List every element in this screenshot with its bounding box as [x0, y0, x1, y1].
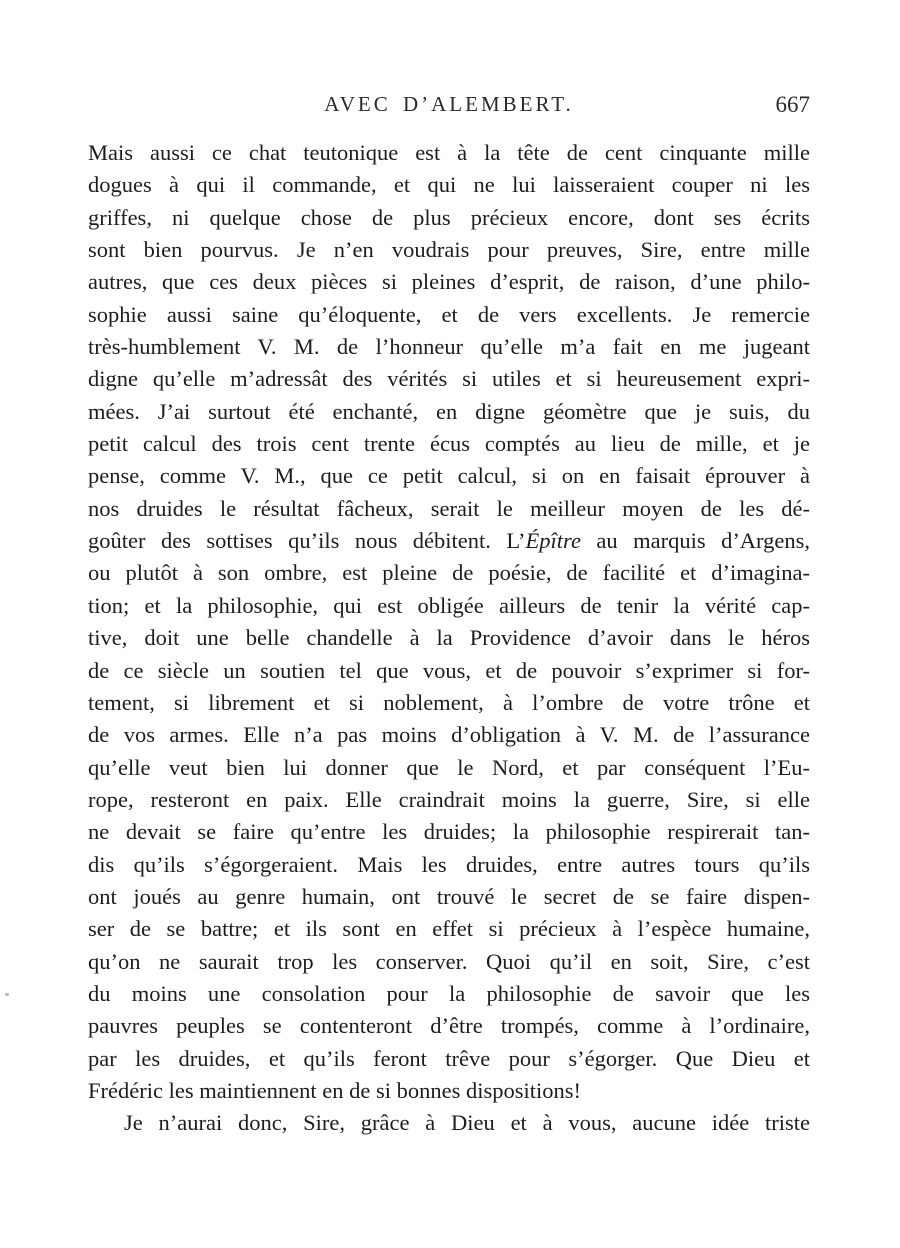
text-line-14: ou plutôt à son ombre, est pleine de poésie, de facilité et d’imagina- — [88, 560, 810, 586]
text-line-26: qu’on ne saurait trop les conserver. Quoi qu’il en soit, Sire, c’est — [88, 948, 810, 974]
epitre-title: Épître — [525, 528, 581, 554]
text-line-21: rope, resteront en paix. Elle craindrait moins la guerre, Sire, si elle — [88, 786, 810, 812]
body-text — [88, 137, 810, 1140]
text-line-29: par les druides, et qu’ils feront trêve pour s’égorger. Que Dieu et — [88, 1045, 810, 1071]
text-line-5: autres, que ces deux pièces si pleines d’esprit, de raison, d’une philo- — [88, 269, 810, 295]
page-number: 667 — [775, 92, 810, 117]
text-line-13-before: goûter des sottises qu’ils nous débitent. L’ — [88, 528, 526, 554]
text-line-23: dis qu’ils s’égorgeraient. Mais les druides, entre autres tours qu’ils — [88, 851, 810, 877]
text-line-12: nos druides le résultat fâcheux, serait le meilleur moyen de les dé- — [88, 495, 810, 521]
text-line-10: petit calcul des trois cent trente écus comptés au lieu de mille, et je — [88, 431, 810, 457]
text-line-9: mées. J’ai surtout été enchanté, en digne géomètre que je suis, du — [88, 398, 810, 424]
text-line-3: griffes, ni quelque chose de plus précieux encore, dont ses écrits — [88, 204, 810, 230]
text-line-8: digne qu’elle m’adressât des vérités si utiles et si heureusement expri- — [88, 366, 810, 392]
text-line-1: Mais aussi ce chat teutonique est à la tête de cent cinquante mille — [88, 140, 810, 165]
text-line-20: qu’elle veut bien lui donner que le Nord, et par conséquent l’Eu- — [88, 754, 810, 780]
text-line-13 — [88, 525, 810, 557]
text-line-27: du moins une consolation pour la philosophie de savoir que les — [88, 980, 810, 1006]
text-line-24: ont joués au genre humain, ont trouvé le secret de se faire dispen- — [88, 883, 810, 909]
text-line-25: ser de se battre; et ils sont en effet si précieux à l’espèce humaine, — [88, 916, 810, 942]
text-line-17: de ce siècle un soutien tel que vous, et de pouvoir s’exprimer si for- — [88, 657, 810, 683]
text-line-15: tion; et la philosophie, qui est obligée ailleurs de tenir la vérité cap- — [88, 592, 810, 618]
text-line-28: pauvres peuples se contenteront d’être trompés, comme à l’ordinaire, — [88, 1013, 810, 1039]
running-title: AVEC D’ALEMBERT. — [324, 92, 574, 116]
paragraph-start-line: Je n’aurai donc, Sire, grâce à Dieu et à vous, aucune idée triste — [124, 1110, 810, 1136]
text-line-6: sophie aussi saine qu’éloquente, et de vers excellents. Je remercie — [88, 301, 810, 327]
text-line-19: de vos armes. Elle n’a pas moins d’obligation à V. M. de l’assurance — [88, 722, 810, 748]
text-line-18: tement, si librement et si noblement, à l’ombre de votre trône et — [88, 689, 810, 715]
margin-speck — [5, 993, 9, 996]
text-line-2: dogues à qui il commande, et qui ne lui laisseraient couper ni les — [88, 172, 810, 198]
text-line-7: très-humblement V. M. de l’honneur qu’elle m’a fait en me jugeant — [88, 334, 810, 360]
text-line-16: tive, doit une belle chandelle à la Providence d’avoir dans le héros — [88, 625, 810, 651]
text-line-4: sont bien pourvus. Je n’en voudrais pour preuves, Sire, entre mille — [88, 237, 810, 263]
text-line-11: pense, comme V. M., que ce petit calcul, si on en faisait éprouver à — [88, 463, 810, 489]
text-line-22: ne devait se faire qu’entre les druides; la philosophie respirerait tan- — [88, 819, 810, 845]
text-line-13-after: au marquis d’Argens, — [580, 528, 811, 554]
running-head — [88, 92, 810, 122]
text-line-30: Frédéric les maintiennent en de si bonnes dispositions! — [88, 1077, 582, 1103]
